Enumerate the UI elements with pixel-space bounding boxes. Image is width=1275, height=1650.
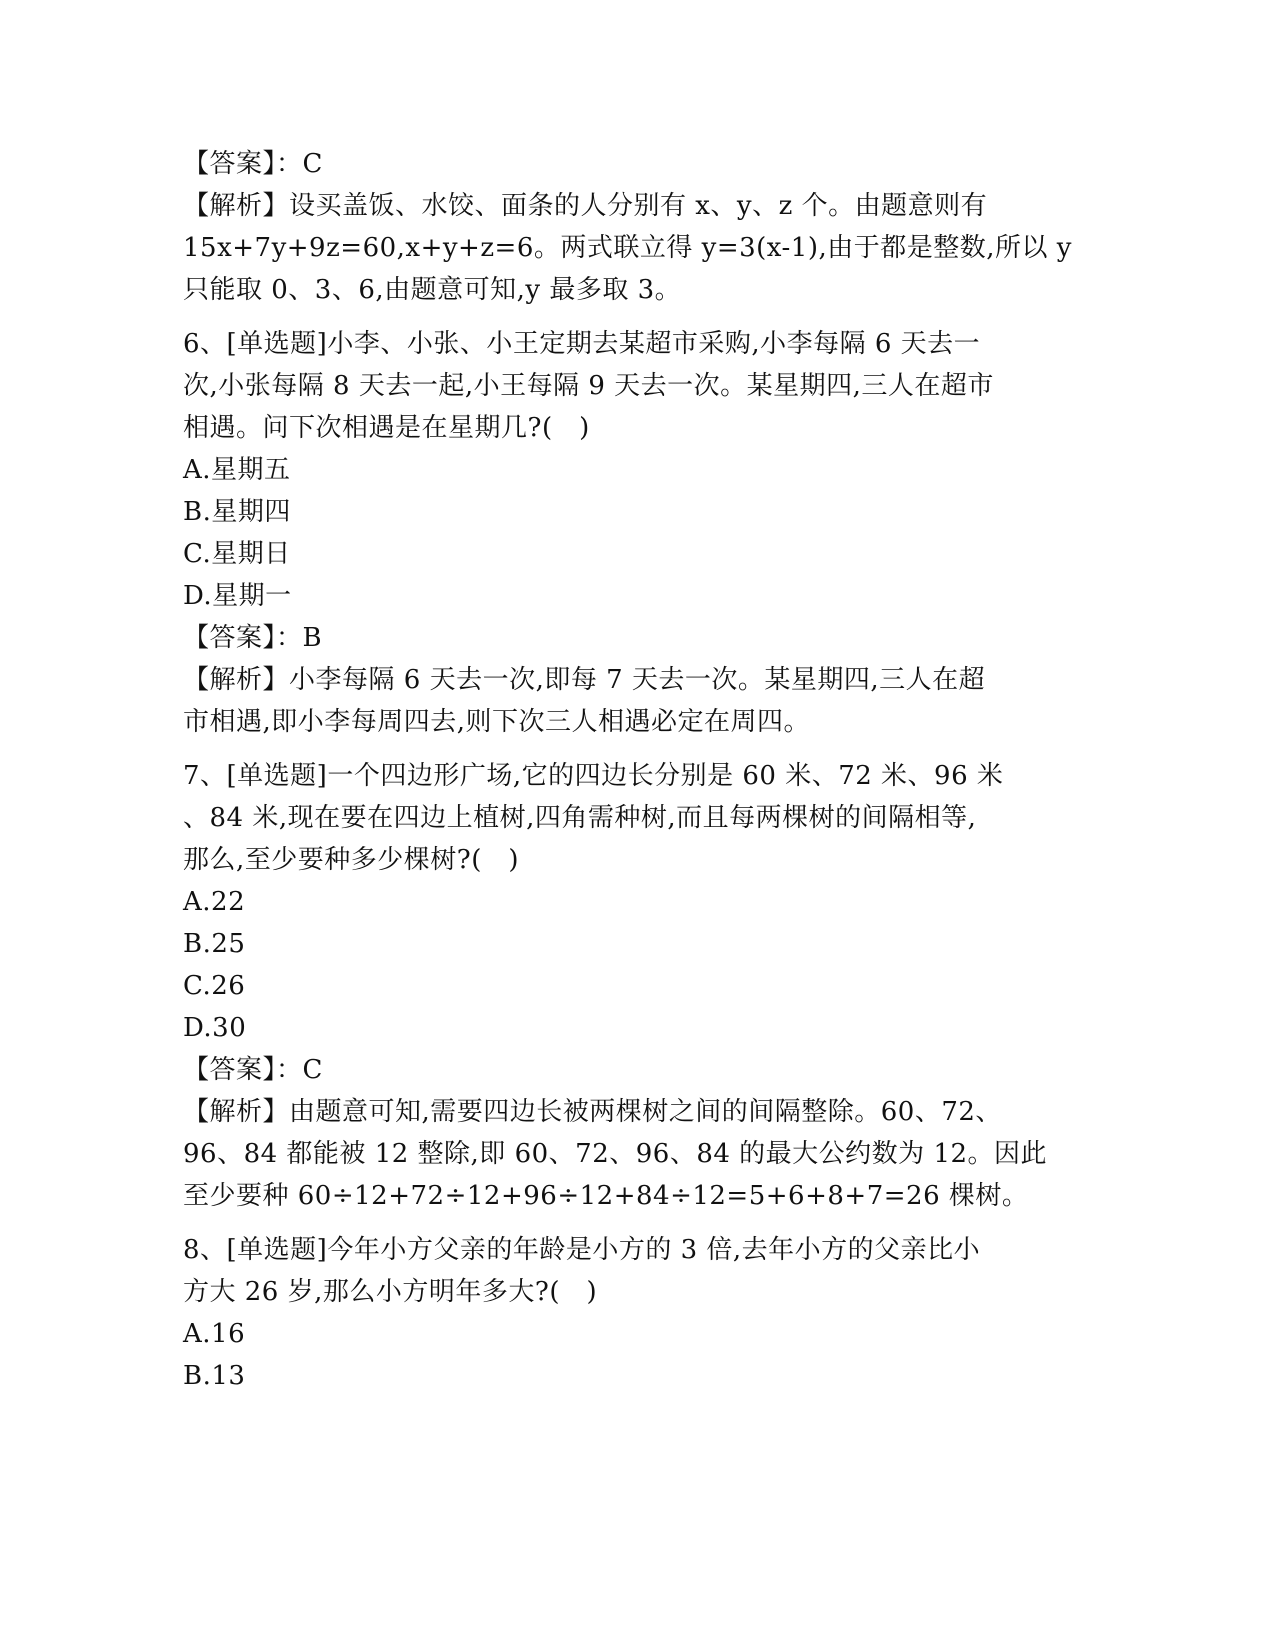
question-7-line-1: 7、[单选题]一个四边形广场,它的四边长分别是 60 米、72 米、96 米	[183, 761, 1004, 791]
analysis-6-line-2: 市相遇,即小李每周四去,则下次三人相遇必定在周四。	[183, 707, 811, 737]
analysis-5-line-3: 只能取 0、3、6,由题意可知,y 最多取 3。	[183, 275, 682, 305]
spacer	[183, 1217, 1083, 1229]
analysis-7-line-3: 至少要种 60÷12+72÷12+96÷12+84÷12=5+6+8+7=26 棵树。	[183, 1181, 1029, 1211]
question-6-line-1: 6、[单选题]小李、小张、小王定期去某超市采购,小李每隔 6 天去一	[183, 329, 981, 359]
question-8-line-2: 方大 26 岁,那么小方明年多大?( )	[183, 1277, 598, 1307]
answer-6: 【答案】：B	[183, 623, 323, 653]
option-8-a: A.16	[183, 1319, 246, 1349]
analysis-5-line-2: 15x+7y+9z=60,x+y+z=6。两式联立得 y=3(x-1),由于都是整数,所以 y	[183, 233, 1072, 263]
answer-5: 【答案】：C	[183, 149, 323, 179]
answer-7: 【答案】：C	[183, 1055, 323, 1085]
document-content	[183, 143, 1083, 1397]
question-7-line-3: 那么,至少要种多少棵树?( )	[183, 845, 519, 875]
analysis-5-line-1: 【解析】设买盖饭、水饺、面条的人分别有 x、y、z 个。由题意则有	[183, 191, 988, 221]
option-6-d: D.星期一	[183, 581, 292, 611]
option-8-b: B.13	[183, 1361, 246, 1391]
question-7-line-2: 、84 米,现在要在四边上植树,四角需种树,而且每两棵树的间隔相等,	[183, 803, 977, 833]
question-6-line-3: 相遇。问下次相遇是在星期几?( )	[183, 413, 590, 443]
option-7-b: B.25	[183, 929, 246, 959]
option-6-a: A.星期五	[183, 455, 291, 485]
spacer	[183, 743, 1083, 755]
analysis-7-line-1: 【解析】由题意可知,需要四边长被两棵树之间的间隔整除。60、72、	[183, 1097, 1002, 1127]
analysis-7-line-2: 96、84 都能被 12 整除,即 60、72、96、84 的最大公约数为 12。因此	[183, 1139, 1048, 1169]
option-7-a: A.22	[183, 887, 246, 917]
question-6-line-2: 次,小张每隔 8 天去一起,小王每隔 9 天去一次。某星期四,三人在超市	[183, 371, 994, 401]
question-8-line-1: 8、[单选题]今年小方父亲的年龄是小方的 3 倍,去年小方的父亲比小	[183, 1235, 981, 1265]
analysis-6-line-1: 【解析】小李每隔 6 天去一次,即每 7 天去一次。某星期四,三人在超	[183, 665, 986, 695]
option-7-d: D.30	[183, 1013, 247, 1043]
option-6-b: B.星期四	[183, 497, 291, 527]
spacer	[183, 311, 1083, 323]
option-6-c: C.星期日	[183, 539, 291, 569]
option-7-c: C.26	[183, 971, 246, 1001]
